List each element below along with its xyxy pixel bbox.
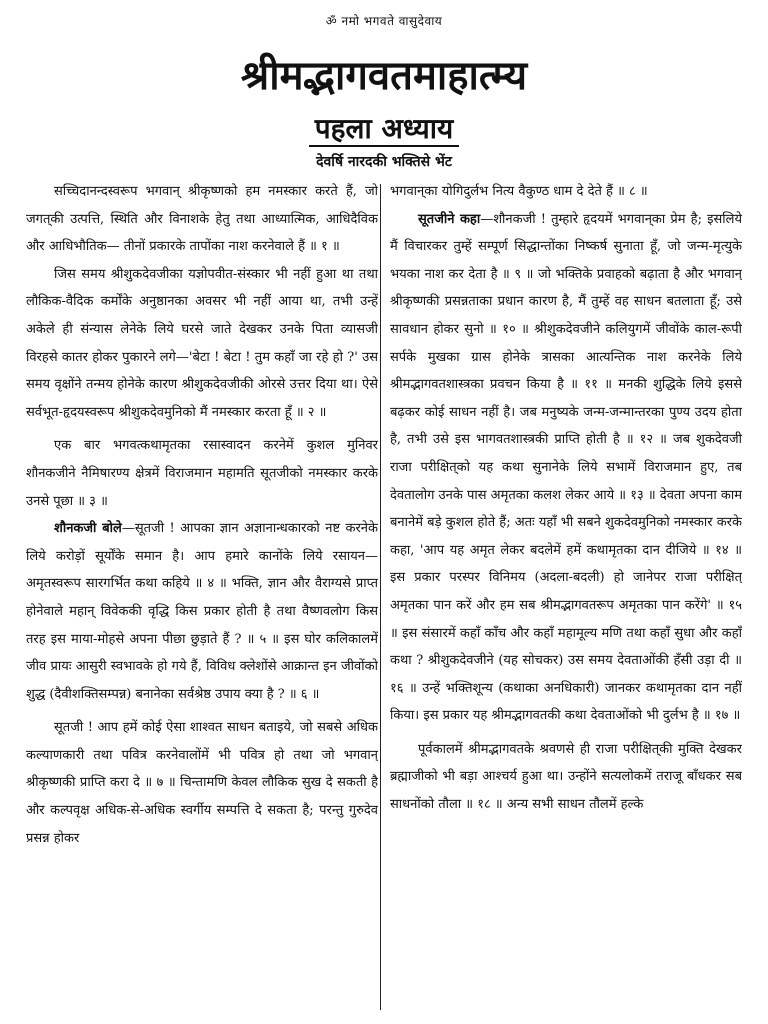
right-column [390, 178, 742, 1014]
chapter-heading [0, 112, 768, 146]
paragraph-left-4 [26, 515, 378, 708]
speaker-shaunak: शौनकजी बोले [54, 521, 122, 537]
left-column [26, 178, 378, 1014]
chapter-label: पहला अध्याय [309, 112, 459, 147]
page-title: श्रीमद्भागवतमाहात्म्य [240, 52, 528, 99]
column-divider [380, 184, 381, 1010]
paragraph-right-3: पूर्वकालमें श्रीमद्भागवतके श्रवणसे ही राजा परीक्षित्‌की मुक्ति देखकर ब्रह्माजीको भी बड़ा आश्चर्य हुआ था। उन्होंने सत्यलोकमें तराजू बाँधकर सब साधनोंको तौला ॥ १८ ॥ अन्य सभी साधन तौलमें हल्के [390, 741, 742, 813]
speaker-suta: सूतजीने कहा [418, 211, 481, 227]
invocation-line: ॐ नमो भगवते वासुदेवाय [325, 14, 443, 28]
paragraph-right-2 [390, 206, 742, 730]
paragraph-right-1: भगवान्‌का योगिदुर्लभ नित्य वैकुण्ठ धाम दे देते हैं ॥ ८ ॥ [390, 184, 648, 199]
chapter-subtitle: देवर्षि नारदकी भक्तिसे भेंट [316, 154, 452, 170]
paragraph-left-4-text: —सूतजी ! आपका ज्ञान अज्ञानान्धकारको नष्ट करनेके लिये करोड़ों सूर्योंके समान है। आप हमारे कानोंके लिये रसायन—अमृतस्वरूप सारगर्भित कथा कहिये ॥ ४ ॥ भक्ति, ज्ञान और वैराग्यसे प्राप्त होनेवाले महान् विवेककी वृद्धि किस प्रकार होती है तथा वैष्णवलोग किस तरह इस माया-मोहसे अपना पीछा छुड़ाते हैं ? ॥ ५ ॥ इस घोर कलिकालमें जीव प्रायः आसुरी स्वभावके हो गये हैं, विविध क्लेशोंसे आक्रान्त इन जीवोंको शुद्ध (दैवीशक्तिसम्पन्न) बनानेका सर्वश्रेष्ठ उपाय क्या है ? ॥ ६ ॥ [26, 521, 378, 702]
paragraph-left-5: सूतजी ! आप हमें कोई ऐसा शाश्वत साधन बताइये, जो सबसे अधिक कल्याणकारी तथा पवित्र करनेवालोंमें भी पवित्र हो तथा जो भगवान् श्रीकृष्णकी प्राप्ति करा दे ॥ ७ ॥ चिन्तामणि केवल लौकिक सुख दे सकती है और कल्पवृक्ष अधिक-से-अधिक स्वर्गीय सम्पत्ति दे सकता है; परन्तु गुरुदेव प्रसन्न होकर [26, 720, 378, 846]
paragraph-left-2: जिस समय श्रीशुकदेवजीका यज्ञोपवीत-संस्कार भी नहीं हुआ था तथा लौकिक-वैदिक कर्मोंके अनुष्ठानका अवसर भी नहीं आया था, तभी उन्हें अकेले ही संन्यास लेनेके लिये घरसे जाते देखकर उनके पिता व्यासजी विरहसे कातर होकर पुकारने लगे—'बेटा ! बेटा ! तुम कहाँ जा रहे हो ?' उस समय वृक्षोंने तन्मय होनेके कारण श्रीशुकदेवजीकी ओरसे उत्तर दिया था। ऐसे सर्वभूत-हृदयस्वरूप श्रीशुकदेवमुनिको मैं नमस्कार करता हूँ ॥ २ ॥ [26, 266, 378, 420]
paragraph-left-1: सच्चिदानन्दस्वरूप भगवान् श्रीकृष्णको हम नमस्कार करते हैं, जो जगत्‌की उत्पत्ति, स्थिति और विनाशके हेतु तथा आध्यात्मिक, आधिदैविक और आधिभौतिक— तीनों प्रकारके तापोंका नाश करनेवाले हैं ॥ १ ॥ [26, 184, 378, 255]
paragraph-left-3: एक बार भगवत्कथामृतका रसास्वादन करनेमें कुशल मुनिवर शौनकजीने नैमिषारण्य क्षेत्रमें विराजमान महामति सूतजीको नमस्कार करके उनसे पूछा ॥ ३ ॥ [26, 438, 378, 509]
paragraph-right-2-text: —शौनकजी ! तुम्हारे हृदयमें भगवान्‌का प्रेम है; इसलिये मैं विचारकर तुम्हें सम्पूर्ण सिद्धान्तोंका निष्कर्ष सुनाता हूँ, जो जन्म-मृत्युके भयका नाश कर देता है ॥ ९ ॥ जो भक्तिके प्रवाहको बढ़ाता है और भगवान् श्रीकृष्णकी प्रसन्नताका प्रधान कारण है, मैं तुम्हें वह साधन बतलाता हूँ; उसे सावधान होकर सुनो ॥ १० ॥ श्रीशुकदेवजीने कलियुगमें जीवोंके काल-रूपी सर्पके मुखका ग्रास होनेके त्रासका आत्यन्तिक नाश करनेके लिये श्रीमद्भागवतशास्त्रका प्रवचन किया है ॥ ११ ॥ मनकी शुद्धिके लिये इससे बढ़कर कोई साधन नहीं है। जब मनुष्यके जन्म-जन्मान्तरका पुण्य उदय होता है, तभी उसे इस भागवतशास्त्रकी प्राप्ति होती है ॥ १२ ॥ जब शुकदेवजी राजा परीक्षित्‌को यह कथा सुनानेके लिये सभामें विराजमान हुए, तब देवतालोग उनके पास अमृतका कलश लेकर आये ॥ १३ ॥ देवता अपना काम बनानेमें बड़े कुशल होते हैं; अतः यहाँ भी सबने शुकदेवमुनिको नमस्कार करके कहा, 'आप यह अमृत लेकर बदलेमें हमें कथामृतका दान दीजिये ॥ १४ ॥ इस प्रकार परस्पर विनिमय (अदला-बदली) हो जानेपर राजा परीक्षित् अमृतका पान करें और हम सब श्रीमद्भागवतरूप अमृतका पान करेंगे' ॥ १५ ॥ इस संसारमें कहाँ काँच और कहाँ महामूल्य मणि तथा कहाँ सुधा और कहाँ कथा ? श्रीशुकदेवजीने (यह सोचकर) उस समय देवताओंकी हँसी उड़ा दी ॥ १६ ॥ उन्हें भक्तिशून्य (कथाका अनधिकारी) जानकर कथामृतका दान नहीं किया। इस प्रकार यह श्रीमद्भागवतकी कथा देवताओंको भी दुर्लभ है ॥ १७ ॥ [390, 211, 742, 724]
